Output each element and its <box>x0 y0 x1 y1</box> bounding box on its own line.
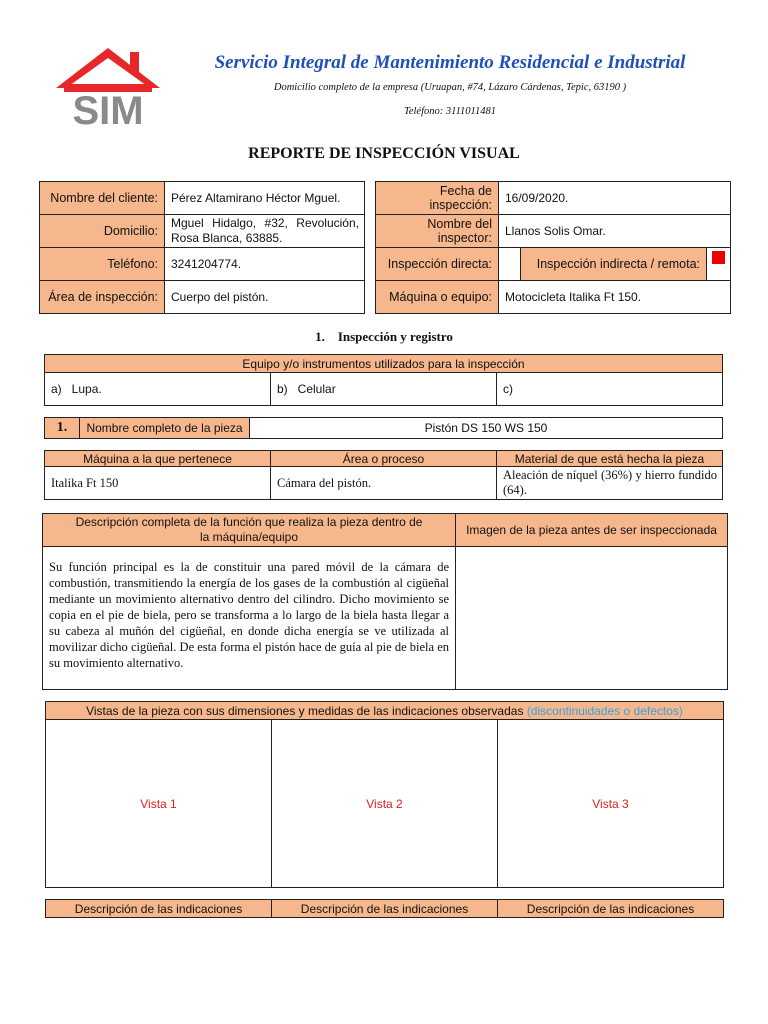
inspection-info-table <box>375 181 731 314</box>
equipment-table <box>44 354 723 406</box>
machine-label: Máquina o equipo: <box>376 281 499 314</box>
inspection-date-value: 16/09/2020. <box>499 182 731 215</box>
client-address-value: Mguel Hidalgo, #32, Revolución, Rosa Blanca, 63885. <box>165 215 365 248</box>
image-header: Imagen de la pieza antes de ser inspeccionada <box>456 514 728 547</box>
client-phone-value: 3241204774. <box>165 248 365 281</box>
description-header-2: Descripción de las indicaciones <box>272 900 498 918</box>
company-logo <box>52 44 164 128</box>
inspection-area-value: Cuerpo del pistón. <box>165 281 365 314</box>
piece-name-value: Pistón DS 150 WS 150 <box>250 418 723 439</box>
client-phone-label: Teléfono: <box>40 248 165 281</box>
inspection-date-label: Fecha de inspección: <box>376 182 499 215</box>
function-image-table <box>42 513 728 690</box>
material-value: Aleación de níquel (36%) y hierro fundido (64). <box>497 467 723 500</box>
client-info-table <box>39 181 365 314</box>
inspector-name-value: Llanos Solis Omar. <box>499 215 731 248</box>
client-name-label: Nombre del cliente: <box>40 182 165 215</box>
description-header-3: Descripción de las indicaciones <box>498 900 724 918</box>
machine-value: Italika Ft 150 <box>45 467 271 500</box>
house-logo-icon <box>52 44 164 128</box>
company-address: Domicilio completo de la empresa (Uruapan, #74, Lázaro Cárdenas, Tepic, 63190 ) <box>273 82 627 93</box>
machine-header: Máquina a la que pertenece <box>45 451 271 467</box>
equipment-header: Equipo y/o instrumentos utilizados para la inspección <box>45 355 723 373</box>
client-address-label: Domicilio: <box>40 215 165 248</box>
inspection-area-label: Área de inspección: <box>40 281 165 314</box>
machine-area-material-table <box>44 450 723 500</box>
equipment-item: b) Celular <box>271 373 497 406</box>
view-2: Vista 2 <box>272 720 498 888</box>
area-value: Cámara del pistón. <box>271 467 497 500</box>
area-header: Área o proceso <box>271 451 497 467</box>
indirect-inspection-checkbox[interactable] <box>707 248 731 281</box>
views-table <box>45 701 724 888</box>
material-header: Material de que está hecha la pieza <box>497 451 723 467</box>
function-header: Descripción completa de la función que realiza la pieza dentro de la máquina/equipo <box>43 514 456 547</box>
machine-value: Motocicleta Italika Ft 150. <box>499 281 731 314</box>
views-header-note: (discontinuidades o defectos) <box>526 703 683 718</box>
report-title: REPORTE DE INSPECCIÓN VISUAL <box>248 145 520 162</box>
direct-inspection-checkbox[interactable] <box>499 248 521 281</box>
view-3: Vista 3 <box>498 720 724 888</box>
piece-name-table <box>44 417 723 439</box>
descriptions-table <box>45 899 724 918</box>
description-header-1: Descripción de las indicaciones <box>46 900 272 918</box>
indirect-inspection-label: Inspección indirecta / remota: <box>521 248 707 281</box>
company-name: Servicio Integral de Mantenimiento Residencial e Industrial <box>214 52 686 73</box>
section-heading: 1. Inspección y registro <box>315 329 453 344</box>
direct-inspection-label: Inspección directa: <box>376 248 499 281</box>
piece-number: 1. <box>45 418 80 439</box>
views-header <box>46 702 724 720</box>
logo-text: SIM <box>72 89 144 128</box>
client-name-value: Pérez Altamirano Héctor Mguel. <box>165 182 365 215</box>
function-description: Su función principal es la de constituir una pared móvil de la cámara de combustión, transmitiendo la energía de los gases de la combustión al cigüeñal mediante un movimiento alternativo dentro del cilindro. Dicho movimiento se copia en el pie de biela, pero se transforma a lo largo de la biela hasta llegar a su cabeza al muñón del cigüeñal, en donde dicha energía se ve utilizada al movilizar dicho cigüeñal. De esta forma el pistón hace de guía al pie de biela en su movimiento alternativo. <box>43 547 456 690</box>
views-header-text: Vistas de la pieza con sus dimensiones y medidas de las indicaciones observadas <box>86 703 524 718</box>
equipment-item: c) <box>497 373 723 406</box>
piece-image-placeholder <box>456 547 728 690</box>
piece-name-label: Nombre completo de la pieza <box>80 418 250 439</box>
view-1: Vista 1 <box>46 720 272 888</box>
equipment-item: a) Lupa. <box>45 373 271 406</box>
company-phone: Teléfono: 3111011481 <box>403 106 497 117</box>
inspector-name-label: Nombre del inspector: <box>376 215 499 248</box>
red-square-icon <box>712 251 725 264</box>
